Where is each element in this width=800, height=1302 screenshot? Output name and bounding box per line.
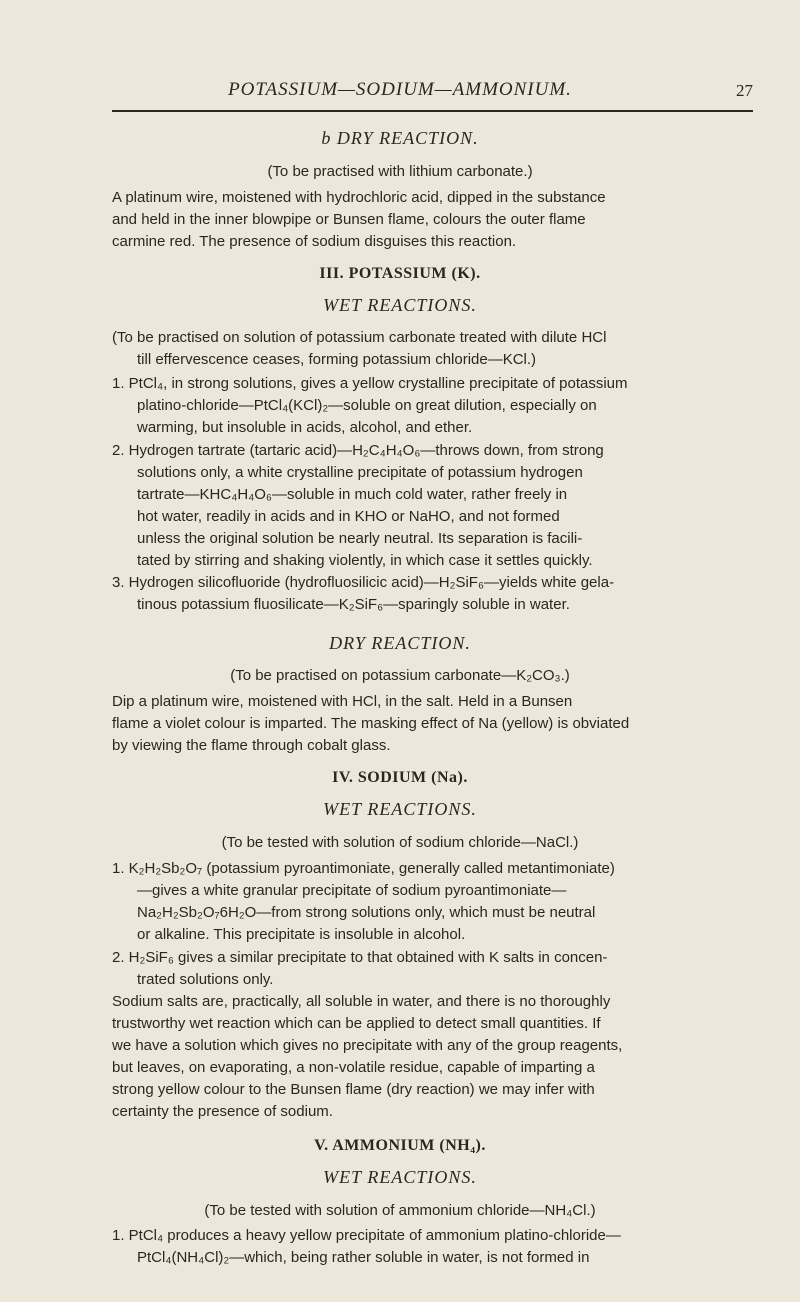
text-line: (To be practised with lithium carbonate.) bbox=[267, 163, 533, 180]
text-line: solutions only, a white crystalline precipitate of potassium hydrogen bbox=[137, 464, 583, 481]
text-line: 1. PtCl₄ produces a heavy yellow precipitate of ammonium platino-chloride— bbox=[112, 1227, 621, 1244]
text-line: 2. H₂SiF₆ gives a similar precipitate to that obtained with K salts in concen- bbox=[112, 949, 608, 966]
text-line: (To be practised on solution of potassium carbonate treated with dilute HCl bbox=[112, 329, 607, 346]
section-heading: III. POTASSIUM (K). bbox=[319, 265, 481, 282]
text-line: warming, but insoluble in acids, alcohol, and ether. bbox=[137, 419, 473, 436]
text-line: A platinum wire, moistened with hydrochloric acid, dipped in the substance bbox=[112, 189, 606, 206]
text-line: or alkaline. This precipitate is insoluble in alcohol. bbox=[137, 926, 466, 943]
subheading: DRY REACTION. bbox=[329, 633, 471, 653]
text-line: (To be tested with solution of sodium chloride—NaCl.) bbox=[221, 834, 579, 851]
text-line: strong yellow colour to the Bunsen flame (dry reaction) we may infer with bbox=[112, 1081, 595, 1098]
text-line: Na₂H₂Sb₂O₇6H₂O—from strong solutions only, which must be neutral bbox=[137, 904, 596, 921]
text-line: trated solutions only. bbox=[137, 971, 274, 988]
subheading: WET REACTIONS. bbox=[323, 295, 477, 315]
text-line: PtCl₄(NH₄Cl)₂—which, being rather soluble in water, is not formed in bbox=[137, 1249, 590, 1266]
text-line: till effervescence ceases, forming potassium chloride—KCl.) bbox=[137, 351, 537, 368]
text-line: we have a solution which gives no precipitate with any of the group reagents, bbox=[112, 1037, 623, 1054]
text-line: 1. K₂H₂Sb₂O₇ (potassium pyroantimoniate, generally called metantimoniate) bbox=[112, 860, 615, 877]
page-number: 27 bbox=[736, 81, 753, 100]
text-line: and held in the inner blowpipe or Bunsen flame, colours the outer flame bbox=[112, 211, 586, 228]
subheading: WET REACTIONS. bbox=[323, 799, 477, 819]
text-line: Sodium salts are, practically, all soluble in water, and there is no thoroughly bbox=[112, 993, 611, 1010]
text-line: by viewing the flame through cobalt glass. bbox=[112, 737, 391, 754]
text-line: carmine red. The presence of sodium disguises this reaction. bbox=[112, 233, 517, 250]
text-line: hot water, readily in acids and in KHO or NaHO, and not formed bbox=[137, 508, 560, 525]
header-rule bbox=[112, 110, 753, 112]
text-line: tated by stirring and shaking violently, in which case it settles quickly. bbox=[137, 552, 593, 569]
text-line: 1. PtCl₄, in strong solutions, gives a yellow crystalline precipitate of potassium bbox=[112, 375, 628, 392]
text-line: flame a violet colour is imparted. The masking effect of Na (yellow) is obviated bbox=[112, 715, 630, 732]
text-line: but leaves, on evaporating, a non-volatile residue, capable of imparting a bbox=[112, 1059, 595, 1076]
text-line: 3. Hydrogen silicofluoride (hydrofluosilicic acid)—H₂SiF₆—yields white gela- bbox=[112, 574, 615, 591]
subheading: WET REACTIONS. bbox=[323, 1167, 477, 1187]
text-line: —gives a white granular precipitate of sodium pyroantimoniate— bbox=[137, 882, 567, 899]
text-line: (To be tested with solution of ammonium chloride—NH₄Cl.) bbox=[204, 1202, 596, 1219]
text-line: 2. Hydrogen tartrate (tartaric acid)—H₂C₄H₄O₆—throws down, from strong bbox=[112, 442, 604, 459]
text-line: tartrate—KHC₄H₄O₆—soluble in much cold water, rather freely in bbox=[137, 486, 568, 503]
text-line: Dip a platinum wire, moistened with HCl, in the salt. Held in a Bunsen bbox=[112, 693, 573, 710]
subheading: b DRY REACTION. bbox=[321, 128, 479, 148]
text-line: tinous potassium fluosilicate—K₂SiF₆—sparingly soluble in water. bbox=[137, 596, 570, 613]
text-line: trustworthy wet reaction which can be applied to detect small quantities. If bbox=[112, 1015, 601, 1032]
section-heading: IV. SODIUM (Na). bbox=[332, 769, 468, 786]
running-head: POTASSIUM—SODIUM—AMMONIUM. bbox=[228, 79, 572, 100]
text-line: unless the original solution be nearly neutral. Its separation is facili- bbox=[137, 530, 583, 547]
text-line: platino-chloride—PtCl₄(KCl)₂—soluble on great dilution, especially on bbox=[137, 397, 597, 414]
text-line: (To be practised on potassium carbonate—K₂CO₃.) bbox=[230, 667, 570, 684]
section-heading: V. AMMONIUM (NH₄). bbox=[314, 1137, 486, 1154]
text-line: certainty the presence of sodium. bbox=[112, 1103, 333, 1120]
